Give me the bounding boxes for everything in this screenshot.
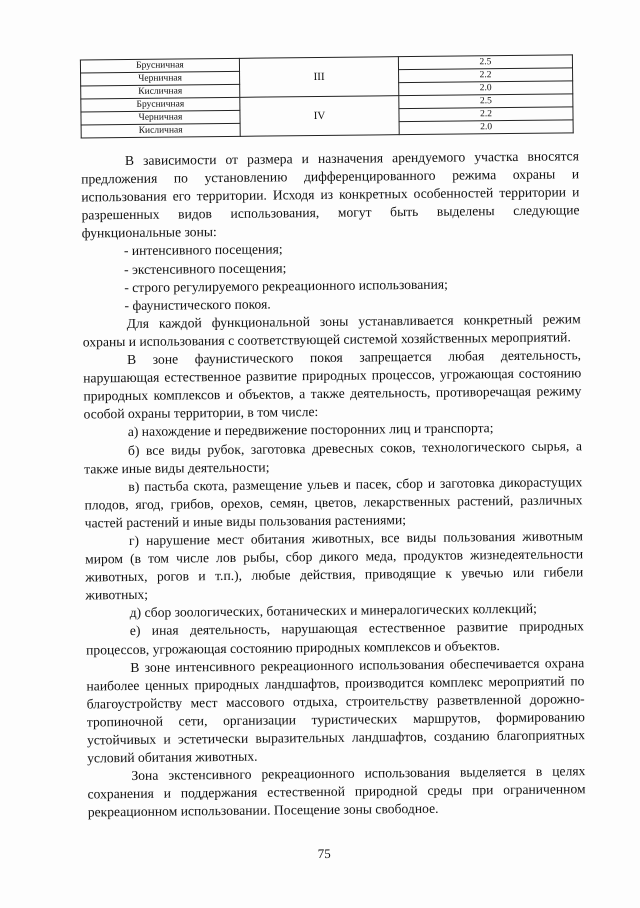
list-item: е) иная деятельность, нарушающая естественное развитие природных процессов, угрожающая состоянию природных комплексов и объектов. (85, 618, 584, 657)
value-cell: 2.5 (399, 94, 573, 109)
paragraph: В зоне интенсивного рекреационного использования обеспечивается охрана наиболее ценных природных ландшафтов, производится комплекс мероприятий по благоустройству мест массового отдыха, строительству разветвленной дорожно-тропиночной сети, организации туристических маршрутов, формированию устойчивых и эстетически выразительных ландшафтов, созданию благоприятных условий обитания животных. (86, 654, 586, 766)
paragraph: В зоне фаунистического покоя запрещается любая деятельность, нарушающая естественное развитие природных процессов, угрожающая состоянию природных комплексов и объектов, а также деятельность, противоречащая режиму особой охраны территории, в том числе: (83, 347, 582, 422)
forest-type-table (80, 54, 574, 138)
forest-type-cell: Кисличная (81, 84, 240, 99)
forest-type-cell: Черничная (81, 110, 240, 125)
list-item: - экстенсивного посещения; (124, 259, 287, 277)
page-number: 75 (317, 845, 331, 862)
forest-type-cell: Кисличная (81, 123, 240, 138)
forest-type-cell: Брусничная (80, 58, 239, 73)
list-item: - фаунистического покоя. (124, 296, 271, 313)
list-item: б) все виды рубок, заготовка древесных соков, технологического сырья, а также иные виды деятельности; (84, 437, 583, 477)
value-cell: 2.2 (399, 68, 573, 83)
zone-cell: III (239, 57, 398, 98)
value-cell: 2.0 (399, 120, 573, 135)
body-text (81, 147, 586, 822)
value-cell: 2.0 (399, 81, 573, 96)
paragraph: В зависимости от размера и назначения арендуемого участка вносятся предложения по установлению дифференцированного режима охраны и использования его территории. Исходя из конкретных особенностей территории и разрешенных видов использования, могут быть выделены следующие функциональные зоны: (81, 148, 580, 241)
list-item: г) нарушение мест обитания животных, все виды пользования животным миром (в том числе лов рыбы, сбор дикого меда, продуктов жизнедеятельности животных, рогов и т.п.), любые действия, приводящие к увечью или гибели животных; (85, 528, 584, 603)
list-item: а) нахождение и передвижение посторонних лиц и транспорта; (127, 420, 494, 440)
list-item: д) сбор зоологических, ботанических и минералогических коллекций; (129, 601, 538, 621)
list-item: - интенсивного посещения; (123, 241, 283, 259)
value-cell: 2.2 (399, 107, 573, 122)
paragraph: Для каждой функциональной зоны устанавливается конкретный режим охраны и использования с соответствующей системой хозяйственных мероприятий. (82, 311, 581, 350)
zone-cell: IV (240, 96, 399, 137)
forest-type-cell: Брусничная (81, 97, 240, 112)
value-cell: 2.5 (398, 55, 572, 70)
list-item: - строго регулируемого рекреационного использования; (124, 276, 448, 295)
forest-type-cell: Черничная (81, 71, 240, 86)
list-item: в) пастьба скота, размещение ульев и пасек, сбор и заготовка дикорастущих плодов, ягод, грибов, орехов, семян, цветов, лекарственных растений, различных частей растений и иные виды пользования растениями; (84, 473, 583, 531)
paragraph: Зона экстенсивного рекреационного использования выделяется в целях сохранения и поддержания естественной природной среды при ограниченном рекреационном использовании. Посещение зоны свободное. (87, 763, 586, 820)
